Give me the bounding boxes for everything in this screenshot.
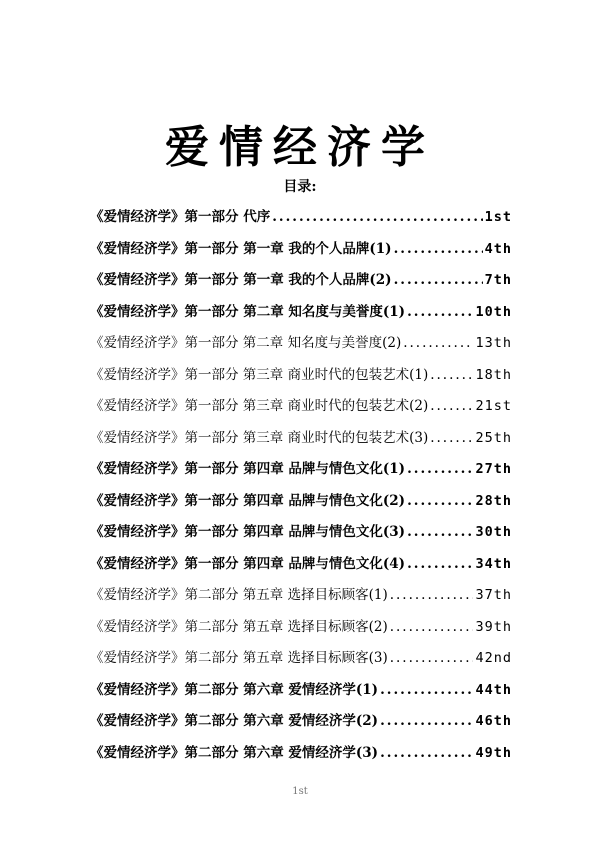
toc-entry-label: 《爱情经济学》第一部分 第四章 品牌与情色文化(1) — [90, 461, 406, 477]
toc-entry-page: 10th — [475, 303, 512, 320]
toc-entry-page: 27th — [475, 461, 512, 477]
toc-entry[interactable] — [90, 741, 512, 773]
toc-entry-page: 39th — [475, 618, 512, 635]
dot-leader — [394, 241, 483, 257]
toc-entry-label: 《爱情经济学》第二部分 第六章 爱情经济学(1) — [90, 681, 379, 698]
toc-entry[interactable] — [90, 237, 512, 269]
toc-entry-label: 《爱情经济学》第一部分 第一章 我的个人品牌(2) — [90, 272, 392, 288]
toc-entry[interactable] — [90, 363, 512, 395]
toc-heading: 目录: — [283, 179, 317, 195]
toc-entry-label: 《爱情经济学》第一部分 代序 — [90, 209, 271, 225]
dot-leader — [390, 587, 474, 603]
toc-entry-label: 《爱情经济学》第一部分 第三章 商业时代的包装艺术(2) — [90, 398, 429, 414]
page-number: 1st — [292, 786, 308, 797]
toc-entry-label: 《爱情经济学》第一部分 第二章 知名度与美誉度(2) — [90, 335, 402, 351]
toc-entry-label: 《爱情经济学》第一部分 第四章 品牌与情色文化(4) — [90, 555, 406, 572]
toc-entry-page: 21st — [475, 398, 512, 414]
dot-leader — [407, 556, 473, 572]
dot-leader — [430, 430, 473, 446]
toc-entry-page: 44th — [475, 681, 512, 698]
dot-leader — [272, 209, 482, 225]
document-title: 爱情经济学 — [165, 122, 435, 174]
toc-entry[interactable] — [90, 426, 512, 458]
dot-leader — [380, 745, 473, 761]
dot-leader — [407, 304, 473, 320]
table-of-contents — [90, 205, 512, 772]
dot-leader — [407, 493, 473, 509]
toc-entry[interactable] — [90, 678, 512, 710]
toc-entry-page: 30th — [475, 524, 512, 540]
toc-entry[interactable] — [90, 489, 512, 521]
toc-entry-page: 25th — [475, 429, 512, 446]
toc-entry-label: 《爱情经济学》第二部分 第六章 爱情经济学(2) — [90, 713, 379, 729]
dot-leader — [390, 650, 474, 666]
dot-leader — [380, 713, 473, 729]
toc-entry-label: 《爱情经济学》第一部分 第四章 品牌与情色文化(2) — [90, 492, 406, 509]
toc-entry[interactable] — [90, 394, 512, 426]
toc-entry-label: 《爱情经济学》第一部分 第三章 商业时代的包装艺术(3) — [90, 429, 429, 446]
toc-entry-page: 18th — [475, 366, 512, 383]
toc-entry-label: 《爱情经济学》第一部分 第一章 我的个人品牌(1) — [90, 240, 392, 257]
toc-entry-page: 1st — [484, 209, 512, 225]
toc-entry[interactable] — [90, 331, 512, 363]
dot-leader — [380, 682, 473, 698]
toc-entry[interactable] — [90, 615, 512, 647]
toc-entry-page: 49th — [475, 744, 512, 761]
toc-entry-page: 13th — [475, 335, 512, 351]
toc-entry[interactable] — [90, 552, 512, 584]
toc-entry-page: 42nd — [475, 650, 512, 666]
toc-entry[interactable] — [90, 520, 512, 552]
toc-entry[interactable] — [90, 268, 512, 300]
toc-entry-page: 4th — [484, 240, 512, 257]
toc-entry-page: 7th — [484, 272, 512, 288]
dot-leader — [407, 461, 473, 477]
dot-leader — [403, 335, 473, 351]
toc-entry[interactable] — [90, 646, 512, 678]
toc-entry[interactable] — [90, 583, 512, 615]
toc-entry-label: 《爱情经济学》第一部分 第四章 品牌与情色文化(3) — [90, 524, 406, 540]
toc-entry[interactable] — [90, 457, 512, 489]
toc-entry-label: 《爱情经济学》第二部分 第五章 选择目标顾客(1) — [90, 587, 388, 603]
toc-entry-page: 34th — [475, 555, 512, 572]
toc-entry[interactable] — [90, 709, 512, 741]
dot-leader — [430, 367, 473, 383]
toc-entry[interactable] — [90, 300, 512, 332]
toc-entry[interactable] — [90, 205, 512, 237]
toc-entry-label: 《爱情经济学》第二部分 第五章 选择目标顾客(3) — [90, 650, 388, 666]
toc-entry-page: 46th — [475, 713, 512, 729]
toc-entry-label: 《爱情经济学》第二部分 第六章 爱情经济学(3) — [90, 744, 379, 761]
dot-leader — [407, 524, 473, 540]
dot-leader — [394, 272, 483, 288]
toc-entry-label: 《爱情经济学》第一部分 第二章 知名度与美誉度(1) — [90, 303, 406, 320]
toc-entry-label: 《爱情经济学》第一部分 第三章 商业时代的包装艺术(1) — [90, 366, 429, 383]
dot-leader — [390, 619, 474, 635]
toc-entry-label: 《爱情经济学》第二部分 第五章 选择目标顾客(2) — [90, 618, 388, 635]
toc-entry-page: 28th — [475, 492, 512, 509]
dot-leader — [430, 398, 473, 414]
toc-entry-page: 37th — [475, 587, 512, 603]
